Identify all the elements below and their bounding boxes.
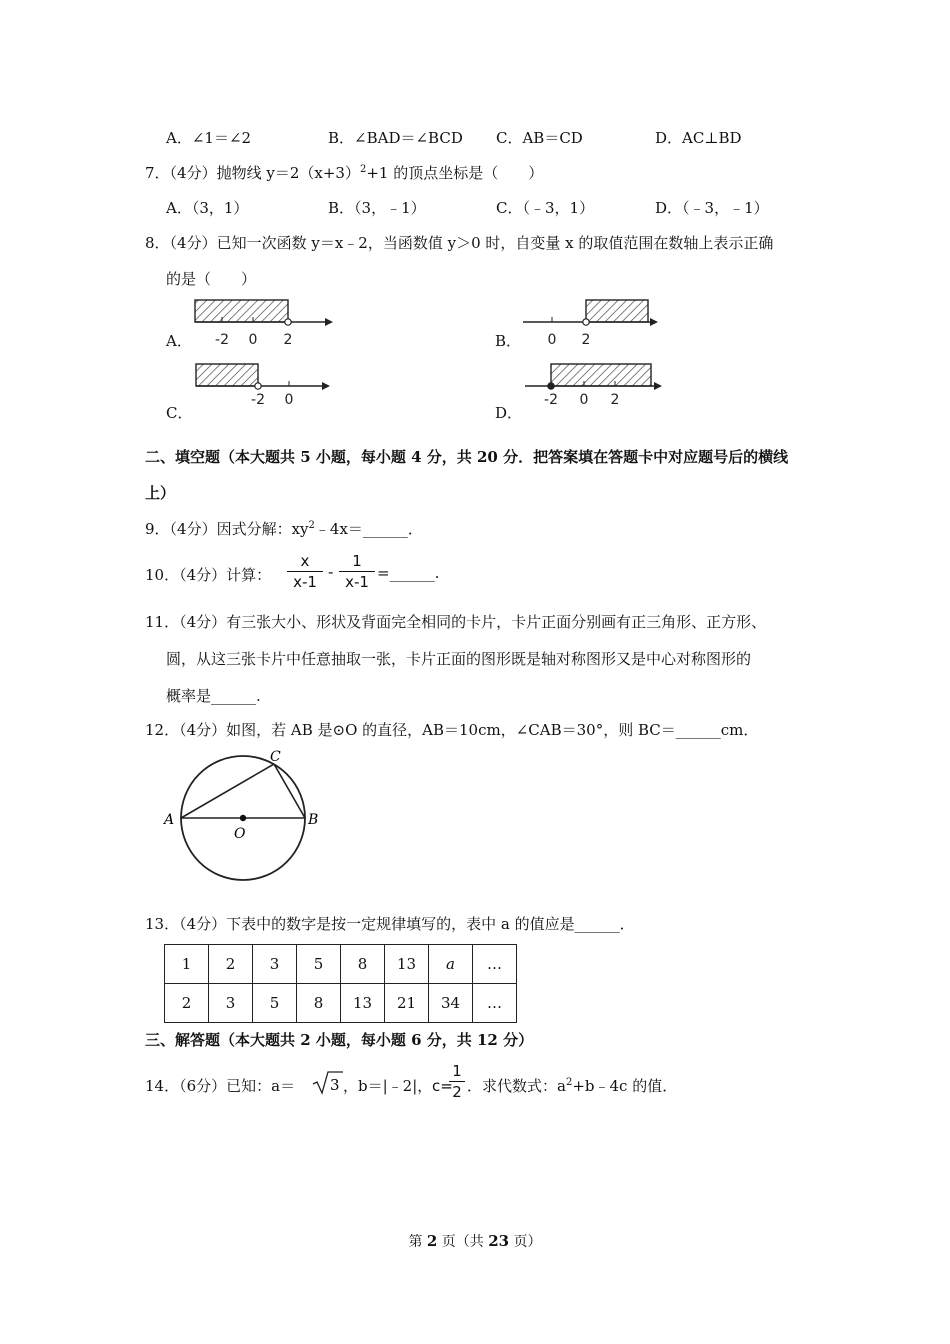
- table-cell: 34: [429, 984, 473, 1023]
- q13-sequence-table: [164, 944, 517, 1023]
- footer-page-number: 2: [426, 1232, 438, 1250]
- q7-option-b: B．（3，﹣1）: [328, 199, 426, 217]
- q10-post: =______.: [377, 564, 440, 582]
- q9-sup: 2: [308, 520, 315, 531]
- q8-stem-line2: 的是（ ）: [166, 270, 257, 288]
- table-cell: 5: [297, 945, 341, 984]
- page-footer: [0, 1231, 950, 1251]
- q8-label-a: A．: [166, 332, 192, 350]
- q8d-tick-3: 2: [610, 392, 620, 408]
- table-cell: 2: [165, 984, 209, 1023]
- table-cell: 3: [209, 984, 253, 1023]
- sqrt-icon: [312, 1070, 344, 1096]
- q14-sqrt-value: 3: [330, 1076, 340, 1094]
- q10-fraction-1: [287, 552, 323, 591]
- q8-numberline-d: [522, 360, 672, 420]
- q7-stem-pre: 7．（4分）抛物线 y＝2（x+3）: [145, 164, 360, 182]
- table-cell: 8: [297, 984, 341, 1023]
- q8c-tick-1: -2: [251, 392, 265, 408]
- q8-label-c: C．: [166, 404, 193, 422]
- q10-minus: -: [328, 563, 334, 581]
- table-cell: …: [473, 984, 517, 1023]
- table-cell: …: [473, 945, 517, 984]
- section2-heading-line1: 二、填空题（本大题共 5 小题，每小题 4 分，共 20 分．把答案填在答题卡中对应题号后的横线: [145, 448, 789, 466]
- q12-label-o: O: [234, 826, 246, 842]
- table-row: [165, 945, 517, 984]
- q8c-tick-2: 0: [284, 392, 294, 408]
- table-cell: 8: [341, 945, 385, 984]
- q14-post: [467, 1075, 677, 1096]
- table-cell: 13: [341, 984, 385, 1023]
- q8-numberline-c: [190, 360, 340, 420]
- q6-option-b: B．∠BAD＝∠BCD: [328, 129, 463, 147]
- q10-frac2-den: x-1: [345, 573, 369, 591]
- q6-option-d: D．AC⊥BD: [655, 129, 742, 147]
- q8-numberline-b: [520, 296, 670, 356]
- q8-label-b: B．: [495, 332, 522, 350]
- q7-sup: 2: [359, 164, 367, 175]
- table-cell: 2: [209, 945, 253, 984]
- q14-mid: ，b＝|﹣2|，: [343, 1077, 433, 1095]
- q9: [145, 518, 423, 539]
- q8d-tick-1: -2: [544, 392, 558, 408]
- q6-option-c: C．AB＝CD: [496, 129, 583, 147]
- section2-heading-line2: 上）: [145, 484, 176, 502]
- q10-frac1-num: x: [287, 552, 323, 572]
- q14-fraction: [449, 1062, 465, 1101]
- q7-stem: [145, 162, 543, 183]
- q14-tail: +b﹣4c 的值．: [572, 1077, 678, 1095]
- q8b-tick-2: 2: [581, 332, 591, 348]
- q10-frac1-den: x-1: [293, 573, 317, 591]
- section3-heading: 三、解答题（本大题共 2 小题，每小题 6 分，共 12 分）: [145, 1031, 534, 1049]
- footer-pre: 第: [408, 1234, 427, 1250]
- footer-total-pages: 23: [488, 1232, 510, 1250]
- q12-label-c: C: [270, 749, 281, 765]
- q14-post-text: ．求代数式：a: [467, 1077, 566, 1095]
- q7-option-d: D．（﹣3，﹣1）: [655, 199, 769, 217]
- q8-numberline-a: [185, 296, 335, 356]
- q14-frac-num: 1: [449, 1062, 465, 1082]
- table-row: [165, 984, 517, 1023]
- table-cell: 13: [385, 945, 429, 984]
- footer-post: 页）: [509, 1234, 542, 1250]
- q10-fraction-2: [339, 552, 375, 591]
- q7-option-a: A．（3，1）: [166, 199, 249, 217]
- q7-option-c: C．（﹣3，1）: [496, 199, 595, 217]
- q8-stem-line1: 8．（4分）已知一次函数 y＝x﹣2，当函数值 y＞0 时，自变量 x 的取值范围在数轴上表示正确: [145, 234, 774, 252]
- q12-circle-figure: [160, 742, 330, 892]
- q8a-tick-2: 0: [248, 332, 258, 348]
- q11-line1: 11．（4分）有三张大小、形状及背面完全相同的卡片，卡片正面分别画有正三角形、正方形、: [145, 613, 767, 631]
- q9-pre: 9．（4分）因式分解：xy: [145, 520, 309, 538]
- q8b-tick-1: 0: [547, 332, 557, 348]
- q8-label-d: D．: [495, 404, 523, 422]
- q12-label-a: A: [164, 812, 175, 828]
- table-cell: a: [429, 945, 473, 984]
- footer-mid: 页（共: [437, 1234, 489, 1250]
- q12-stem: 12．（4分）如图，若 AB 是⊙O 的直径，AB＝10cm，∠CAB＝30°，则 BC＝______cm．: [145, 721, 759, 739]
- q11-line3: 概率是______.: [166, 687, 261, 705]
- q12-label-b: B: [308, 812, 319, 828]
- q8a-tick-1: -2: [215, 332, 229, 348]
- q10-frac2-num: 1: [339, 552, 375, 572]
- table-cell: 21: [385, 984, 429, 1023]
- q14-pre: 14．（6分）已知：a＝: [145, 1077, 296, 1095]
- q8d-tick-2: 0: [579, 392, 589, 408]
- q6-option-a: A．∠1＝∠2: [166, 129, 252, 147]
- q10-pre: 10．（4分）计算：: [145, 566, 272, 584]
- q9-post: ﹣4x＝______．: [314, 520, 423, 538]
- table-cell: 1: [165, 945, 209, 984]
- table-cell: 3: [253, 945, 297, 984]
- q7-stem-post: +1 的顶点坐标是（ ）: [366, 164, 544, 182]
- q8a-tick-3: 2: [283, 332, 293, 348]
- q14-c-label: c=: [432, 1077, 453, 1095]
- q14-frac-den: 2: [452, 1083, 462, 1101]
- q11-line2: 圆，从这三张卡片中任意抽取一张，卡片正面的图形既是轴对称图形又是中心对称图形的: [166, 650, 752, 668]
- q13-stem: 13．（4分）下表中的数字是按一定规律填写的，表中 a 的值应是______．: [145, 915, 635, 933]
- q14-sup: 2: [565, 1077, 573, 1088]
- table-cell: 5: [253, 984, 297, 1023]
